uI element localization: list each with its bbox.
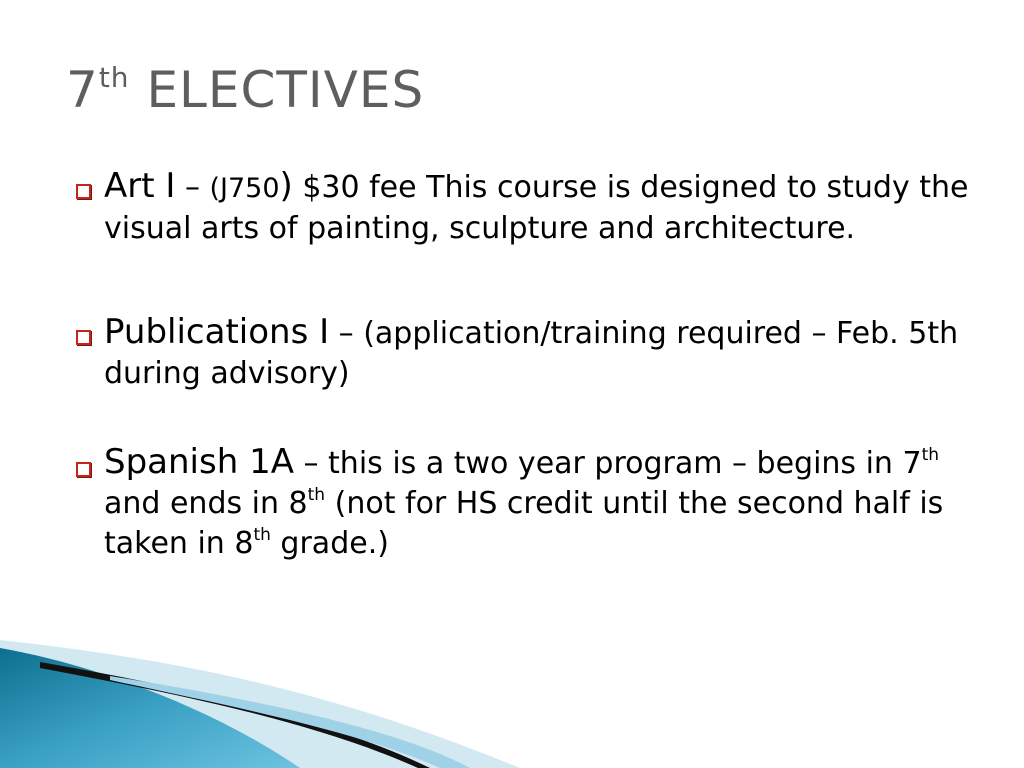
course-dash: – — [293, 446, 329, 481]
course-dash: – — [329, 316, 364, 351]
course-name: Spanish 1A — [104, 442, 294, 482]
course-description-part: and ends in 8 — [104, 486, 308, 521]
title-number: 7 — [66, 61, 99, 119]
superscript: th — [307, 485, 326, 505]
title-superscript: th — [98, 61, 130, 94]
course-description-part: (not for HS credit until the second half is taken in 8 — [104, 486, 944, 561]
course-description-part: this is a two year program – — [328, 446, 747, 481]
course-name: Publications I — [104, 312, 330, 352]
course-name: Art I — [104, 166, 176, 206]
course-code: (J750 — [209, 173, 280, 204]
course-description: $30 fee This course is designed to study the visual arts of painting, sculpture and architecture. — [104, 170, 969, 246]
course-code-close: ) — [279, 166, 293, 206]
course-description: (application/training required – Feb. 5th during advisory) — [104, 316, 959, 391]
course-dash: – — [175, 170, 210, 205]
superscript: th — [253, 525, 271, 545]
course-description-part: begins in 7 — [747, 446, 922, 481]
course-description-part: grade.) — [270, 526, 389, 561]
superscript: th — [921, 445, 940, 465]
title-text: ELECTIVES — [129, 61, 425, 119]
